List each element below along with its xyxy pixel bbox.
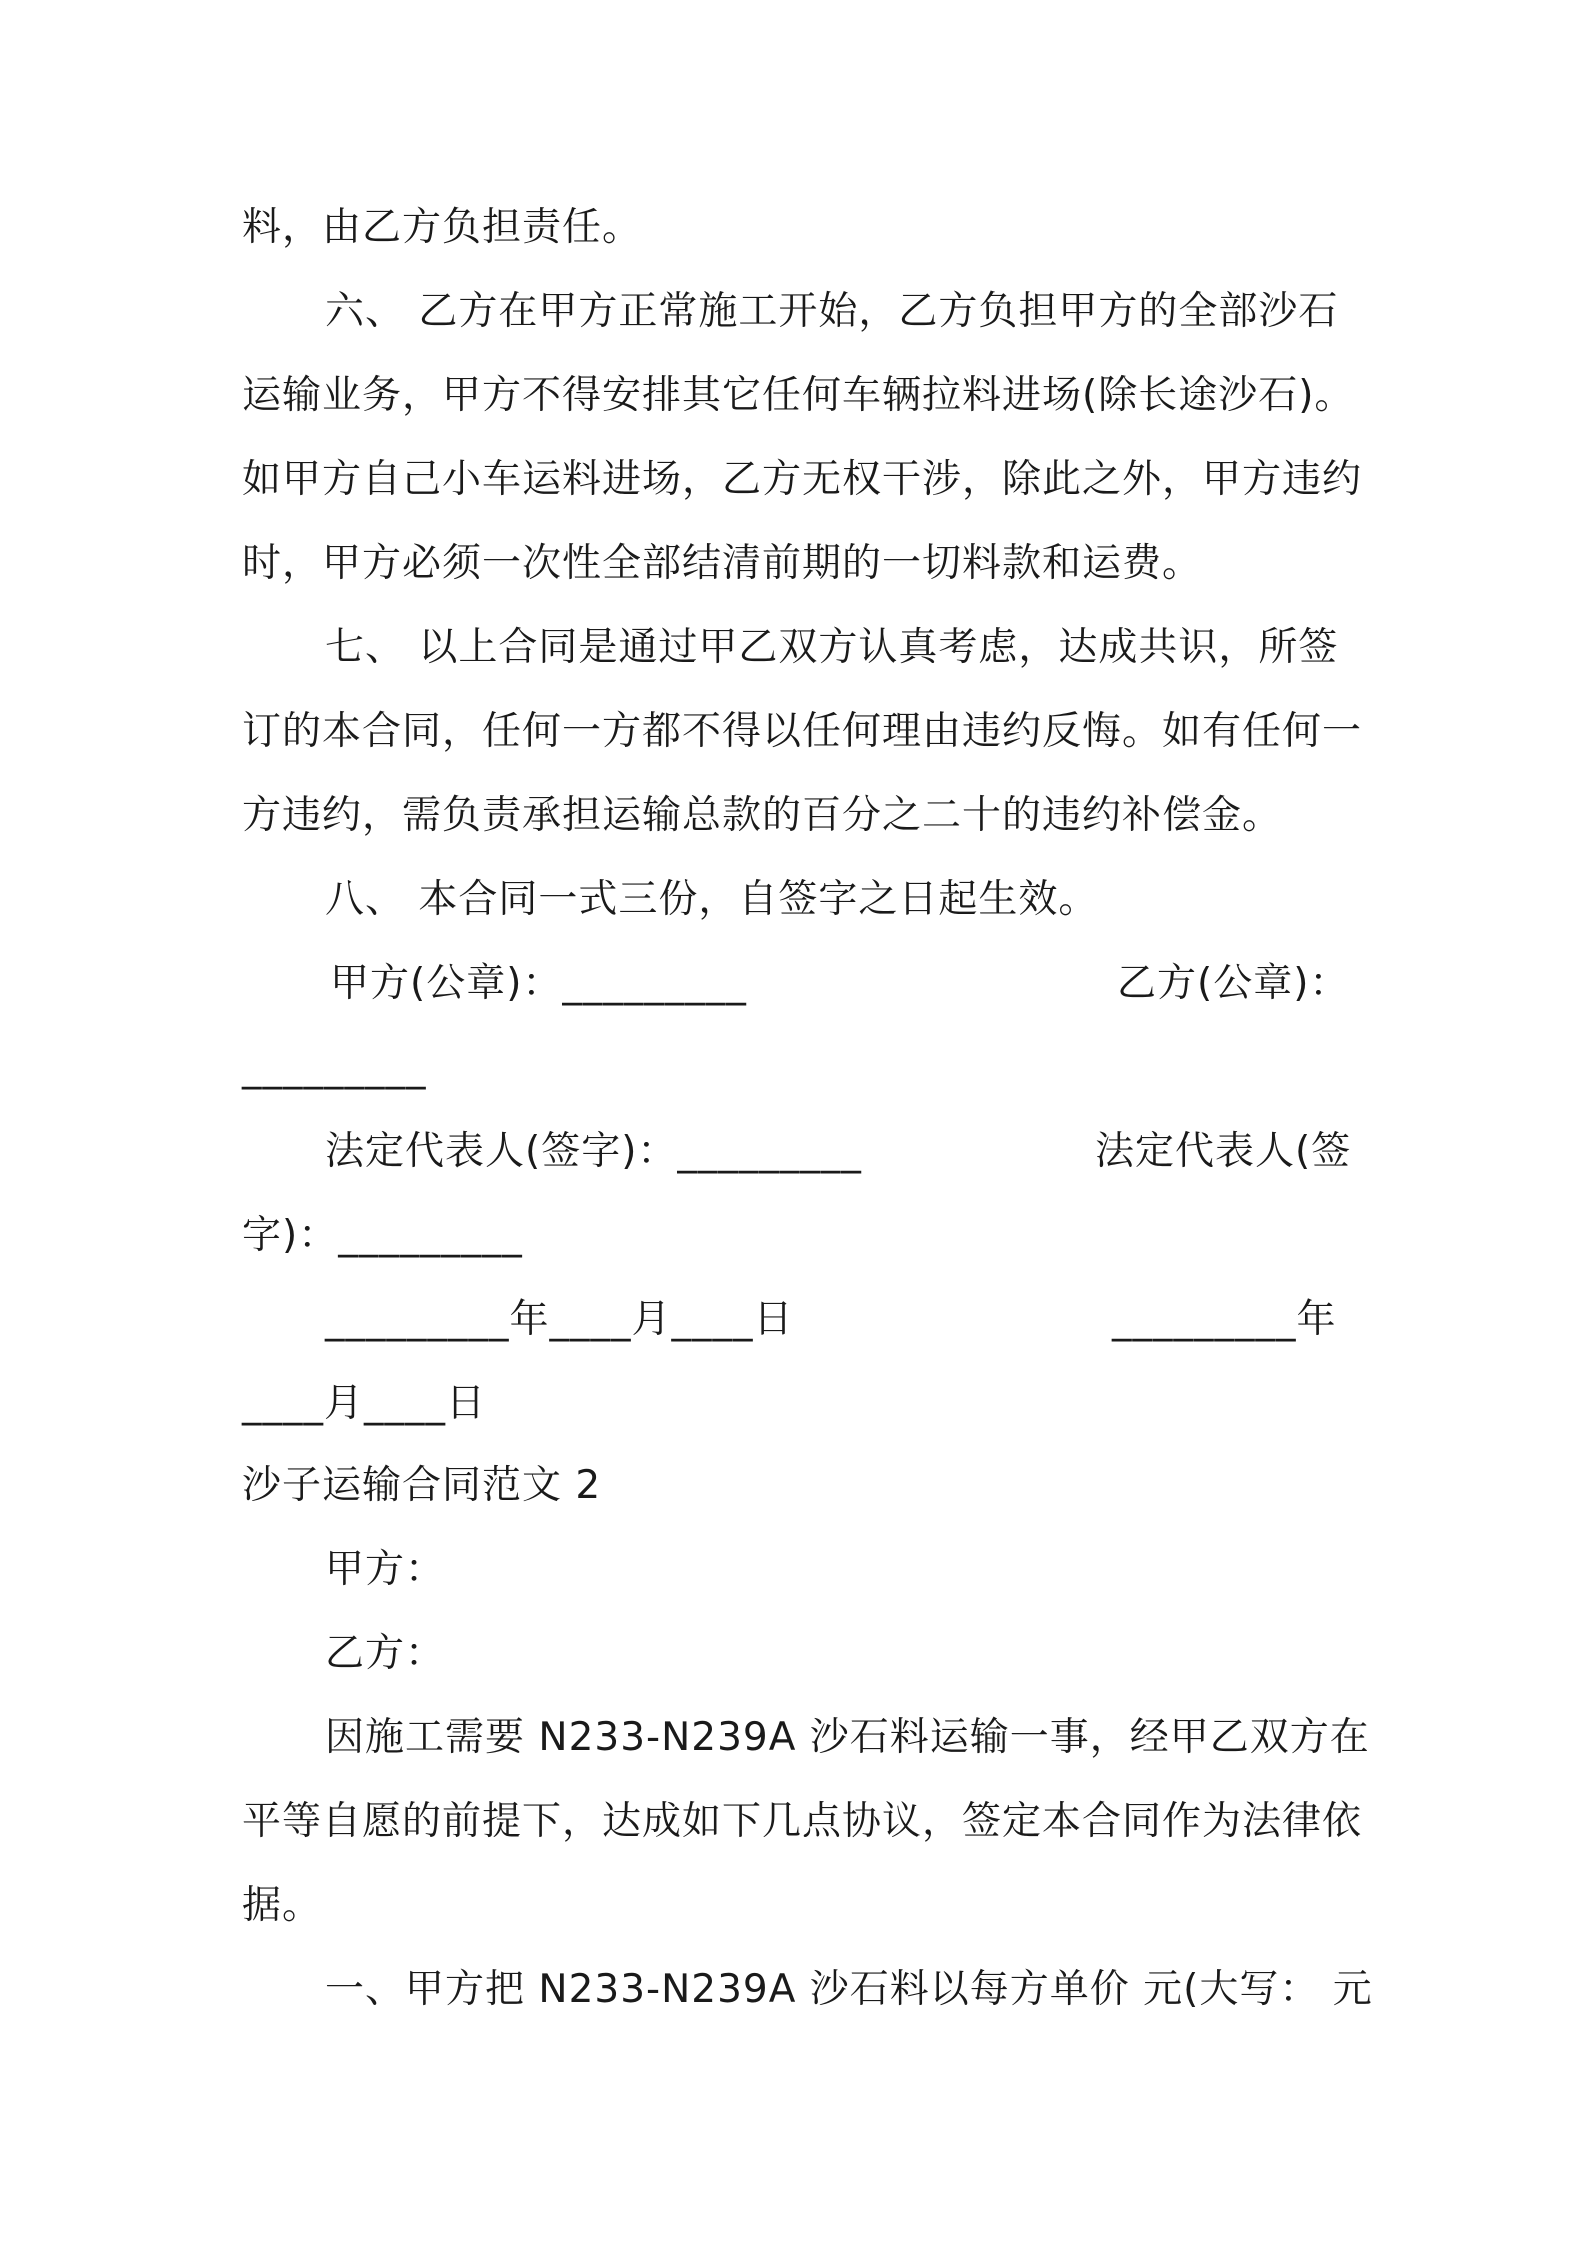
- text-line: 据。: [242, 1883, 323, 1928]
- text-line: 平等自愿的前提下，达成如下几点协议，签定本合同作为法律依: [242, 1799, 1363, 1844]
- clause-seven-line-1: 七、 以上合同是通过甲乙双方认真考虑，达成共识，所签: [325, 625, 1339, 670]
- clause-six-line-1: [325, 288, 1354, 336]
- party-b-date-year: _________年: [1112, 1297, 1337, 1342]
- text-line: 料，由乙方负担责任。: [242, 205, 643, 250]
- text-line: 时，甲方必须一次性全部结清前期的一切料款和运费。: [242, 541, 1203, 586]
- party-a-label: 甲方：: [325, 1547, 446, 1592]
- text-line: 如甲方自己小车运料进场，乙方无权干涉，除此之外，甲方违约: [242, 457, 1363, 502]
- text-line: 六、 乙方在甲方正常施工开始，乙方负担甲方的全部沙石: [325, 289, 1339, 334]
- clause-eight-line: 八、 本合同一式三份，自签字之日起生效。: [325, 877, 1099, 922]
- intro-line-1: 因施工需要 N233-N239A 沙石料运输一事，经甲乙双方在: [325, 1715, 1370, 1760]
- party-a-representative-field: 法定代表人(签字)：_________: [325, 1129, 862, 1174]
- text-line: 方违约，需负责承担运输总款的百分之二十的违约补偿金。: [242, 793, 1283, 838]
- text-line: 运输业务，甲方不得安排其它任何车辆拉料进场(除长途沙石)。: [242, 373, 1355, 418]
- party-a-date-field: _________年____月____日: [325, 1297, 794, 1342]
- clause-one-line-1: 一、甲方把 N233-N239A 沙石料以每方单价 元(大写： 元: [325, 1967, 1373, 2012]
- party-b-representative-blank: 字)：_________: [242, 1213, 523, 1258]
- party-b-date-month-day: ____月____日: [242, 1381, 487, 1426]
- party-b-seal-blank: _________: [242, 1045, 427, 1090]
- party-b-label: 乙方：: [325, 1631, 446, 1676]
- party-b-representative-label: 法定代表人(签: [1095, 1129, 1352, 1174]
- text-line: 订的本合同，任何一方都不得以任何理由违约反悔。如有任何一: [242, 709, 1363, 754]
- party-b-seal-label: 乙方(公章)：: [1117, 961, 1350, 1006]
- party-a-seal-field: 甲方(公章)：_________: [330, 961, 747, 1006]
- section-heading: 沙子运输合同范文 2: [242, 1463, 602, 1508]
